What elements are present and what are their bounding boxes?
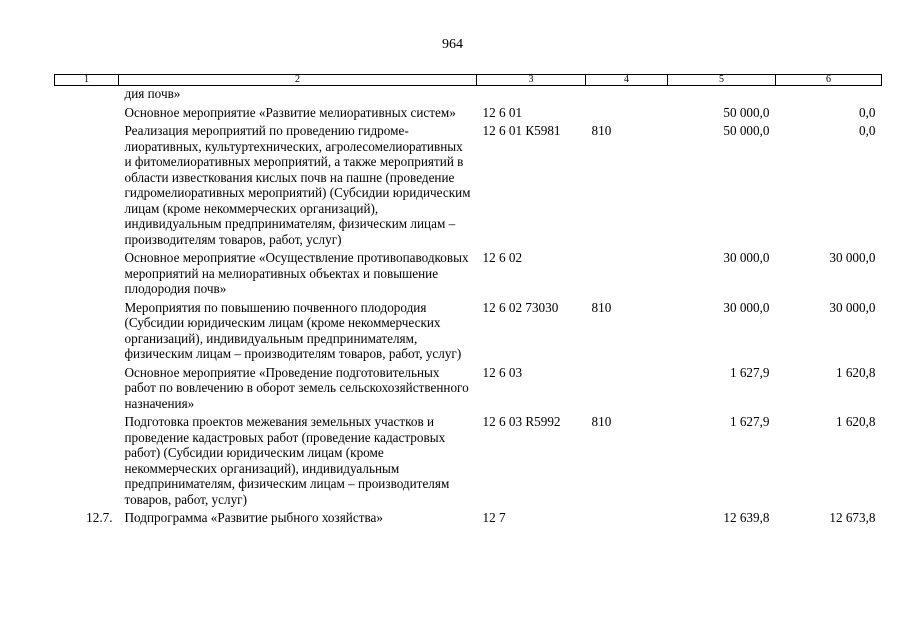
expense-type xyxy=(586,102,668,121)
item-code: 12 6 03 R5992 xyxy=(482,414,561,429)
amount-col6: 0,0 xyxy=(859,104,876,120)
budget-table xyxy=(54,74,882,526)
item-number xyxy=(55,102,119,121)
amount-col5: 50 000,0 xyxy=(723,123,770,138)
item-name: Реализация мероприятий по проведению гидромелиоративных, культуртехнических, агролесомелиоративных и фитомелиоративных мероприятий, а также мероприятий в области известкования кислых почв на пашне (проведение гидромелиоративных мероприятий) (Субсидии юридическим лицам (кроме некоммерческих организаций), индивидуальным предпринимателям, физическим лицам – производителям товаров, работ, услуг) xyxy=(124,123,471,247)
column-number: 1 xyxy=(55,75,119,86)
expense-type xyxy=(586,362,668,412)
expense-type: 810 xyxy=(591,414,612,429)
item-code xyxy=(477,86,586,102)
column-number: 5 xyxy=(668,75,776,86)
item-name: Основное мероприятие «Развитие мелиоративных систем» xyxy=(124,104,456,120)
table-row xyxy=(55,102,882,121)
amount-col5: 30 000,0 xyxy=(723,250,770,265)
column-number: 6 xyxy=(776,75,882,86)
amount-col6: 30 000,0 xyxy=(829,299,876,315)
column-number: 4 xyxy=(586,75,668,86)
item-name: Подпрограмма «Развитие рыбного хозяйства» xyxy=(124,510,383,525)
page-number: 964 xyxy=(442,37,463,52)
item-name: Подготовка проектов межевания земельных участков и проведение кадастровых работ (проведение кадастровых работ) (Субсидии юридическим лицам (кроме некоммерческих организаций), индивидуальным предпринимателям, физическим лицам – производителям товаров, работ, услуг) xyxy=(124,414,450,507)
item-number xyxy=(55,297,119,362)
item-code: 12 7 xyxy=(482,510,506,525)
column-number-header xyxy=(55,75,882,86)
item-number xyxy=(55,86,119,102)
item-code: 12 6 01 xyxy=(482,104,523,120)
table-row xyxy=(55,247,882,297)
item-code: 12 6 02 xyxy=(482,250,523,265)
table-row xyxy=(55,86,882,102)
amount-col6: 1 620,8 xyxy=(835,414,876,429)
item-name: Основное мероприятие «Осуществление противопаводковых мероприятий на мелиоративных объектах и повышение плодородия почв» xyxy=(124,250,469,296)
table-row xyxy=(55,297,882,362)
expense-type xyxy=(586,247,668,297)
column-number: 2 xyxy=(119,75,477,86)
table-row xyxy=(55,507,882,526)
expense-type xyxy=(586,507,668,526)
amount-col6: 0,0 xyxy=(859,123,876,138)
item-name: дия почв» xyxy=(124,86,181,101)
expense-type: 810 xyxy=(591,123,612,138)
item-name: Мероприятия по повышению почвенного плодородия (Субсидии юридическим лицам (кроме некоммерческих организаций), индивидуальным предпринимателям, физическим лицам – производителям товаров, работ, услуг) xyxy=(124,299,462,361)
item-code: 12 6 03 xyxy=(482,364,523,380)
item-code: 12 6 02 73030 xyxy=(482,299,559,315)
amount-col5: 30 000,0 xyxy=(723,299,770,315)
expense-type xyxy=(586,86,668,102)
amount-col5: 12 639,8 xyxy=(723,510,770,525)
item-number: 12.7. xyxy=(86,510,113,525)
item-number xyxy=(55,362,119,412)
table-row xyxy=(55,411,882,507)
amount-col6: 12 673,8 xyxy=(829,510,876,525)
amount-col6: 30 000,0 xyxy=(829,250,876,265)
expense-type: 810 xyxy=(591,299,612,315)
table-row xyxy=(55,362,882,412)
amount-col5 xyxy=(668,86,776,102)
table-row xyxy=(55,120,882,247)
item-number xyxy=(55,411,119,507)
amount-col6: 1 620,8 xyxy=(835,364,876,380)
item-number xyxy=(55,120,119,247)
item-name: Основное мероприятие «Проведение подготовительных работ по вовлечению в оборот земель сельскохозяйственного назначения» xyxy=(124,364,469,411)
amount-col6 xyxy=(776,86,882,102)
item-number xyxy=(55,247,119,297)
item-code: 12 6 01 К5981 xyxy=(482,123,561,138)
amount-col5: 1 627,9 xyxy=(729,414,770,429)
amount-col5: 50 000,0 xyxy=(723,104,770,120)
amount-col5: 1 627,9 xyxy=(729,364,770,380)
column-number: 3 xyxy=(477,75,586,86)
